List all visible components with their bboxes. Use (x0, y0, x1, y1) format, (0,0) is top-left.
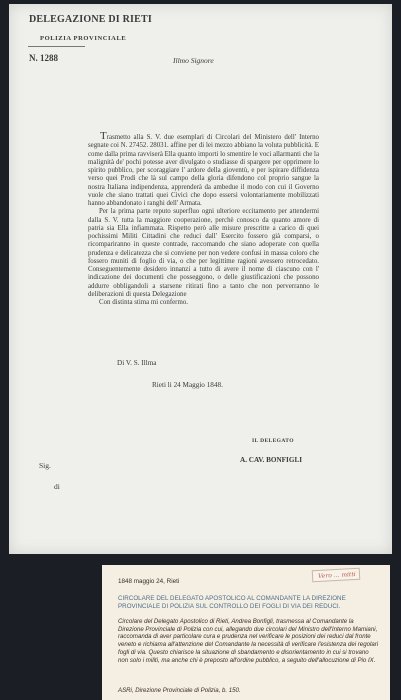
header-divider (28, 46, 85, 47)
department-heading: POLIZIA PROVINCIALE (40, 35, 127, 42)
paragraph-2: Per la prima parte reputo superfluo ogni ulteriore eccitamento per attendermi dalla S. V. tutta la maggiore cooperazione, perchè conosco da quanto amore di patria sia Ella infiammata. Rispetto però alle misure prescritte a carico di quei pochissimi Militi Cittadini che reduci dall' Esercito fossero già comparsi, o ricompariranno in queste contrade, raccomando che siano adoperate con quella prudenza e delicatezza che si conviene per non vedere confusi in massa coloro che fossero muniti di foglio di via, o che per legittime ragioni avessero retrocedato. Conseguentemente desidero innanzi a tutto di avere il nome di ciascuno con l' indicazione dei documenti che posseggono, o delle giustificazioni che possono addurre obbligandoli a starsene ritirati fino a tanto che non perverranno le deliberazioni di questa Delegazione (88, 208, 319, 298)
protocol-number: N. 1288 (29, 53, 58, 63)
caption-card (102, 565, 390, 700)
letter-body (88, 130, 319, 307)
closing-formula: Di V. S. Illma (117, 359, 157, 367)
paragraph-3: Con distinta stima mi confermo. (99, 299, 188, 306)
salutation: Illmo Signore (173, 56, 214, 65)
caption-title: CIRCOLARE DEL DELEGATO APOSTOLICO AL COMANDANTE LA DIREZIONE PROVINCIALE DI POLIZIA SUL CONTROLLO DEI FOGLI DI VIA DEI REDUCI. (118, 595, 346, 610)
paragraph-1: Trasmetto alla S. V. due esemplari di Circolari del Ministero dell' Interno segnate coi N. 27452. 28031. affine per di lei mezzo abbiano la voluta pubblicità. E come dalla prima ravviserà Ella quanto importi lo smentire le voci allarmanti che la malignità de' pochi potesse aver divulgato o studiasse di spargere per opprimere lo spirito pubblico, per scoraggiare l' ardore della gioventù, e per ispirare diffidenza verso quei Prodi che là sul campo della gloria difendono col proprio sangue la nostra Italiana indipendenza, apprenderà da ambedue il modo con cui il Governo vuole che siano trattati quei Civici che dopo essersi volontariamente mobilizzati hanno abbandonato i ranghi dell' Armata. (88, 130, 319, 207)
drop-cap: T (100, 130, 107, 142)
date-line: Rieti li 24 Maggio 1848. (152, 381, 223, 389)
caption-description: Circolare del Delegato Apostolico di Rieti, Andrea Bonfigli, trasmessa al Comandante la Direzione Provinciale di Polizia con cui, allegando due circolari del Ministro dell'Interno Mamiani, raccomanda di aver particolare cura e prudenza nel verificare le posizioni dei reduci dal fronte veneto e richiama all'attenzione del Comandante la necessità di verificare l'esistenza dei regolari fogli di via. Questo chiarisce la situazione di sbandamento e disorientamento in cui si trovano non solo i militi, ma anche chi è preposto all'ordine pubblico, a seguito dell'allocuzione di Pio IX. (118, 618, 379, 664)
caption-date: 1848 maggio 24, Rieti (118, 578, 180, 585)
archive-stamp: Vero ... mitti (312, 568, 361, 582)
caption-source: ASRi, Direzione Provinciale di Polizia, b. 150. (118, 687, 241, 694)
office-heading: DELEGAZIONE DI RIETI (29, 14, 152, 25)
addressee-sig: Sig. (39, 461, 51, 470)
letter-document (9, 4, 392, 554)
addressee-di: di (54, 482, 60, 491)
signature-name: A. CAV. BONFIGLI (240, 456, 303, 464)
signature-title: IL DELEGATO (252, 438, 294, 444)
